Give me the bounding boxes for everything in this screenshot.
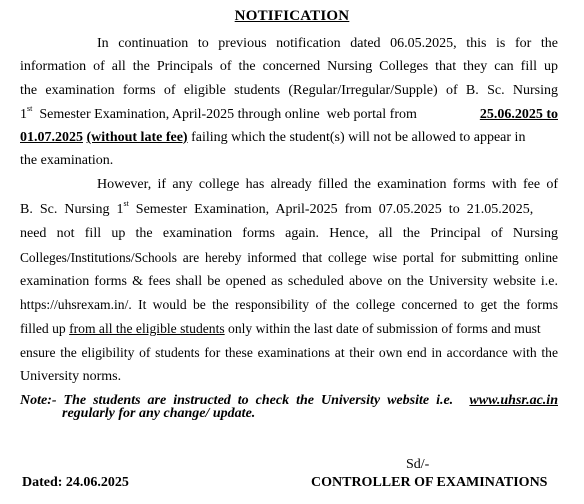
para1-line-2: information of all the Principals of the concerned Nursing Colleges that they can fill up (20, 59, 558, 74)
para2-text-1: However, if any college has already filled the examination forms with fee of (97, 177, 558, 192)
para2-ordinal-suffix: st (123, 199, 129, 208)
para2-line-6: https://uhsrexam.in/. It would be the responsibility of the college concerned to get the forms (20, 297, 558, 312)
para1-line-1 (20, 36, 558, 52)
para2-line-9: University norms. (20, 369, 122, 384)
para2-line-3: need not fill up the examination forms again. Hence, all the Principal of Nursing (20, 226, 558, 241)
note-line-2: regularly for any change/ update. (62, 406, 256, 421)
para2-filled-up: filled up (20, 321, 66, 336)
para2-line-1 (20, 177, 558, 193)
para2-line-2 (20, 199, 558, 218)
date-range-end: 01.07.2025 (20, 130, 83, 145)
notification-title: NOTIFICATION (234, 8, 350, 24)
para2-line-8: ensure the eligibility of students for these examinations at their own end in accordance with the (20, 345, 558, 360)
para1-line-3: the examination forms of eligible students (Regular/Irregular/Supple) of B. Sc. Nursing (20, 83, 558, 98)
para1-failing-text: failing which the student(s) will not be allowed to appear in (191, 130, 526, 145)
para1-line-5 (20, 130, 558, 146)
para1-line-4 (20, 104, 558, 123)
para2-line-4: Colleges/Institutions/Schools are hereby informed that college wise portal for submitting online (20, 250, 558, 265)
without-late-fee: (without late fee) (86, 130, 188, 145)
para1-ordinal-suffix: st (27, 104, 33, 113)
para1-exam-text: Semester Examination, April-2025 through online web portal from (32, 107, 417, 122)
para2-line-7 (20, 321, 558, 337)
dated-label: Dated: 24.06.2025 (22, 475, 129, 490)
para2-exam-dates: Semester Examination, April-2025 from 07.05.2025 to 21.05.2025, (128, 202, 534, 217)
para1-text-1: In continuation to previous notification dated 06.05.2025, this is for the (97, 36, 558, 51)
signatory-title: CONTROLLER OF EXAMINATIONS (311, 475, 548, 490)
para2-nursing-text: B. Sc. Nursing 1 (20, 202, 124, 217)
para2-last-date-text: only within the last date of submission of forms and must (228, 321, 541, 336)
note-text: Note:- The students are instructed to check the University website i.e. (20, 393, 454, 408)
eligible-students-phrase: from all the eligible students (69, 321, 225, 336)
para1-line-6: the examination. (20, 153, 114, 168)
para2-line-5: examination forms & fees shall be opened as scheduled above on the University website i.e. (20, 274, 558, 289)
date-range-start: 25.06.2025 to (479, 107, 558, 122)
signature-sd: Sd/- (406, 457, 430, 472)
university-website-link[interactable]: www.uhsr.ac.in (469, 393, 558, 408)
para1-ordinal: 1 (20, 107, 27, 122)
